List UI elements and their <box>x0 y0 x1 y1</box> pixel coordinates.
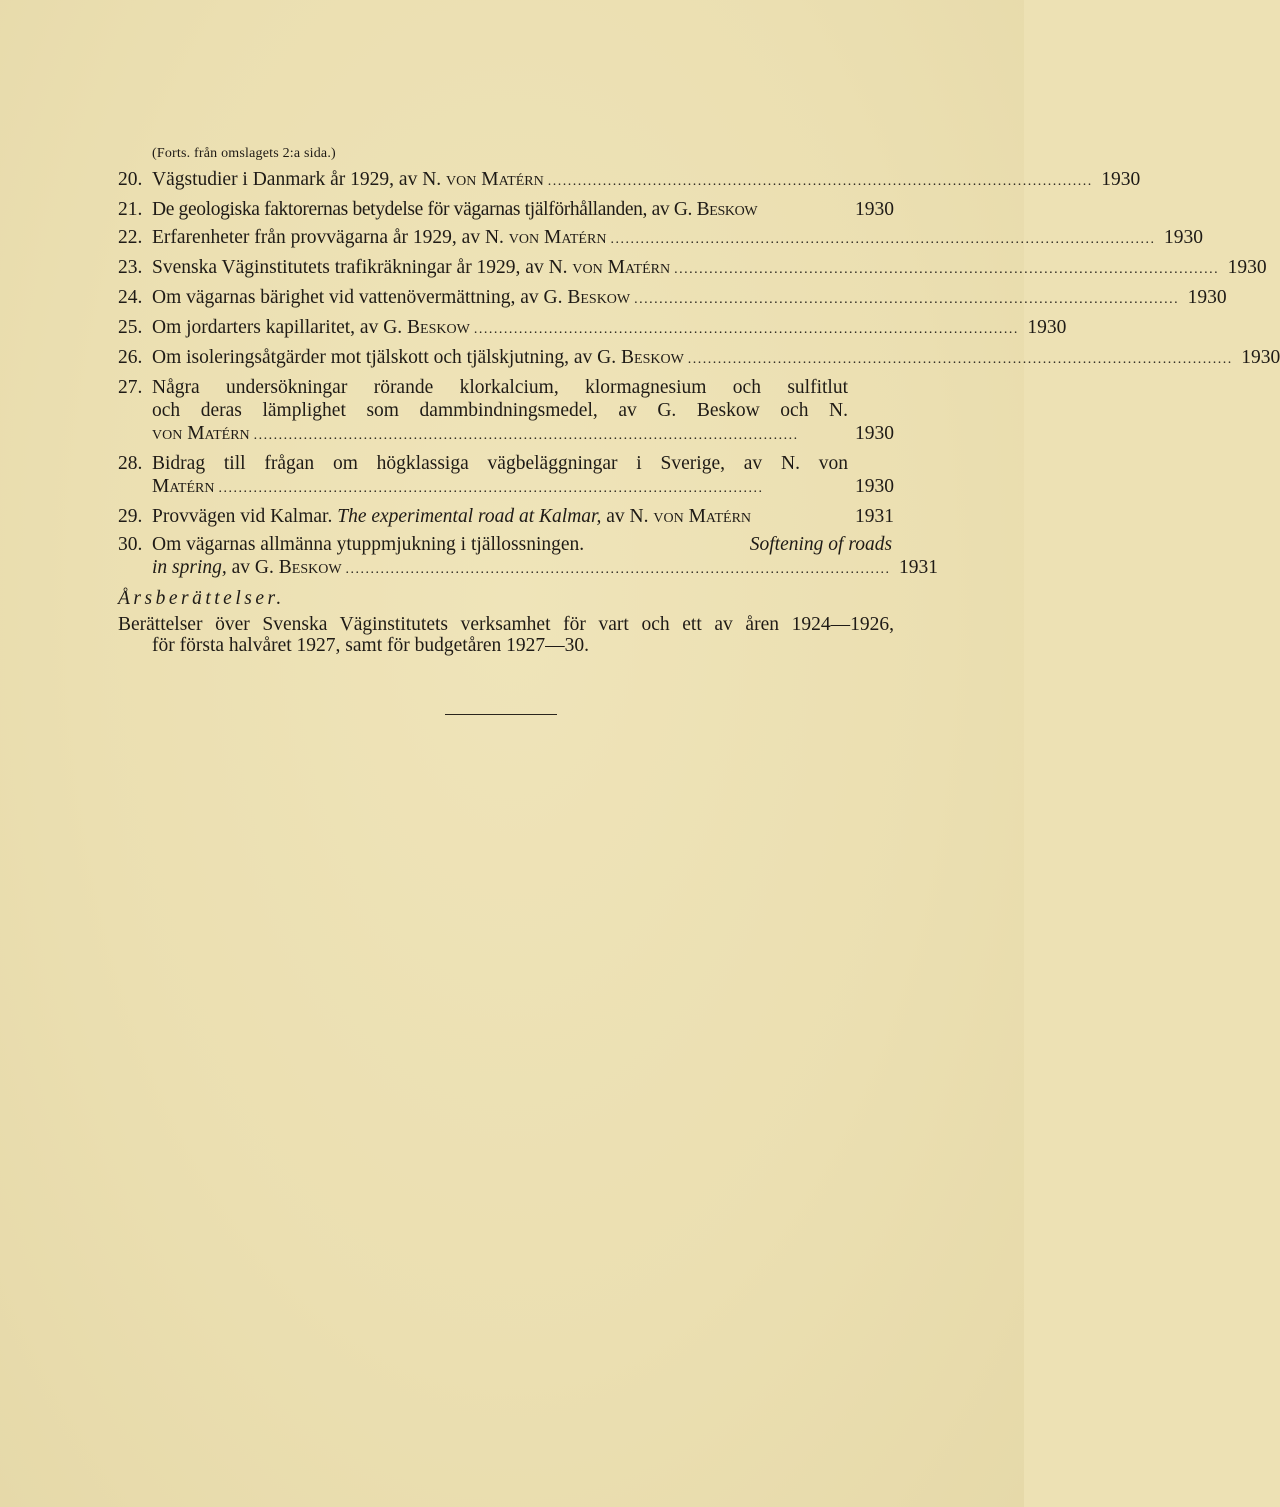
dot-leader <box>218 475 844 500</box>
dot-leader <box>674 256 1217 281</box>
entry-english-title: The experimental road at Kalmar, <box>337 506 602 527</box>
entry-title-line: Om vägarnas allmänna ytuppmjukning i tjällossningen. Softening of roads <box>152 534 893 555</box>
list-item <box>118 376 894 447</box>
list-item <box>118 533 939 581</box>
entry-year: 1931 <box>855 506 894 527</box>
entry-author: von Matérn <box>508 227 607 248</box>
annual-reports <box>118 614 894 656</box>
entry-year: 1930 <box>1227 257 1267 278</box>
entry-year: 1930 <box>1163 227 1203 248</box>
entry-title-line: Några undersökningar rörande klorkalcium, klormagnesium och sulfitlut <box>152 377 848 398</box>
report-line: Berättelser över Svenska Väginstitutets verksamhet för vart och ett av åren 1924—1926, <box>118 614 894 635</box>
entry-number: 27. <box>118 377 143 398</box>
entry-title: Om jordarters kapillaritet, av G. Beskow <box>152 317 470 338</box>
entry-number: 20. <box>118 169 143 190</box>
entry-author: von Matérn <box>152 423 250 444</box>
dot-leader <box>548 168 1091 193</box>
dot-leader <box>610 226 1153 251</box>
entry-number: 24. <box>118 287 143 308</box>
report-line: för första halvåret 1927, samt för budgetåren 1927—30. <box>152 635 589 656</box>
list-item <box>118 316 1067 341</box>
entry-author: Beskow <box>621 347 684 368</box>
list-item <box>118 505 894 528</box>
entry-year: 1930 <box>1241 347 1280 368</box>
continuation-note: (Forts. från omslagets 2:a sida.) <box>152 146 336 161</box>
entry-year: 1930 <box>855 476 894 497</box>
entry-number: 25. <box>118 317 143 338</box>
dot-leader <box>474 316 1017 341</box>
entry-year: 1930 <box>1187 287 1227 308</box>
entry-title: Vägstudier i Danmark år 1929, av N. von Matérn <box>152 169 544 190</box>
entry-author: von Matérn <box>572 257 671 278</box>
section-heading: Årsberättelser. <box>118 588 285 609</box>
entry-english-title: Softening of roads <box>749 534 893 555</box>
dot-leader <box>254 422 844 447</box>
entry-author: Beskow <box>278 557 342 578</box>
list-item <box>118 286 1227 311</box>
entry-number: 21. <box>118 199 143 220</box>
entry-title: Erfarenheter från provvägarna år 1929, av N. von Matérn <box>152 227 607 248</box>
entry-title-line: Bidrag till frågan om högklassiga vägbeläggningar i Sverige, av N. von <box>152 453 848 474</box>
entry-author: von Matérn <box>653 506 752 527</box>
entry-title: Om isoleringsåtgärder mot tjälskott och tjälskjutning, av G. Beskow <box>152 347 684 368</box>
dot-leader <box>634 286 1177 311</box>
publication-list <box>118 146 1280 656</box>
dot-leader <box>346 556 889 581</box>
entry-author: Beskow <box>696 199 758 220</box>
entry-title: in spring, av G. Beskow <box>152 557 342 578</box>
dot-leader <box>688 346 1231 371</box>
entry-author: Matérn <box>152 476 215 497</box>
entry-number: 23. <box>118 257 143 278</box>
entry-number: 29. <box>118 506 143 527</box>
entry-number: 26. <box>118 347 143 368</box>
list-item <box>118 198 894 221</box>
list-item <box>118 256 1267 281</box>
entry-year: 1931 <box>899 557 939 578</box>
list-item <box>118 226 1203 251</box>
entry-title: Provvägen vid Kalmar. The experimental road at Kalmar, av N. von Matérn <box>152 506 752 527</box>
entry-author: Beskow <box>567 287 631 308</box>
entry-year: 1930 <box>855 423 894 444</box>
divider-rule <box>445 714 557 715</box>
entry-year: 1930 <box>1027 317 1067 338</box>
entry-number: 22. <box>118 227 143 248</box>
entry-number: 30. <box>118 534 143 555</box>
list-item <box>118 346 1280 371</box>
entry-title: Om vägarnas bärighet vid vattenövermättning, av G. Beskow <box>152 287 631 308</box>
entry-number: 28. <box>118 453 143 474</box>
entry-title-line: och deras lämplighet som dammbindningsmedel, av G. Beskow och N. <box>152 400 848 421</box>
entry-author: von Matérn <box>446 169 544 190</box>
entry-author: Beskow <box>407 317 470 338</box>
entry-year: 1930 <box>1101 169 1141 190</box>
entry-year: 1930 <box>855 199 894 220</box>
list-item <box>118 452 894 500</box>
entry-title: De geologiska faktorernas betydelse för vägarnas tjälförhållanden, av G. Beskow <box>152 199 758 220</box>
entry-title: Svenska Väginstitutets trafikräkningar år 1929, av N. von Matérn <box>152 257 671 278</box>
list-item <box>118 168 1141 193</box>
